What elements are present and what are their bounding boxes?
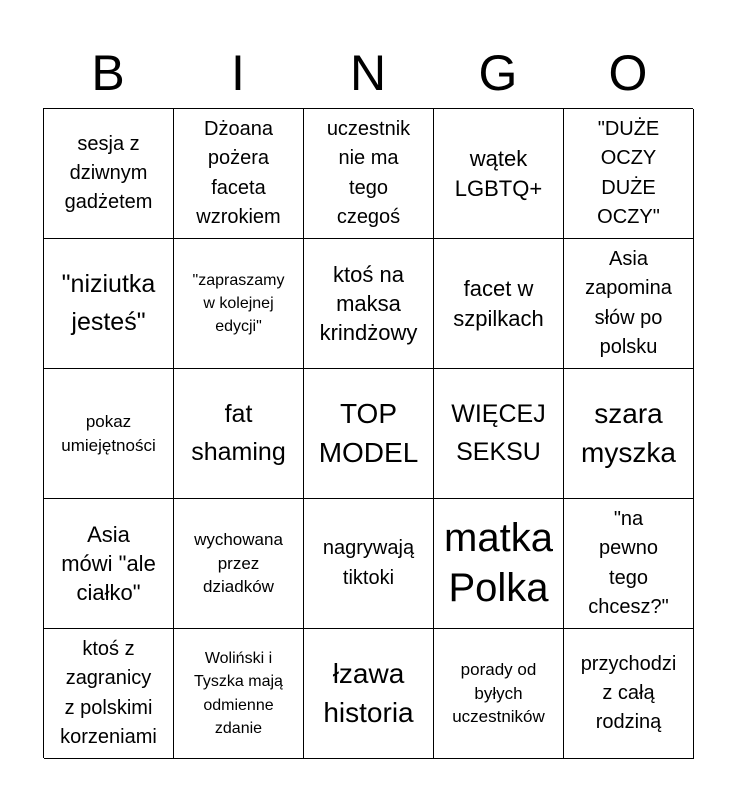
bingo-cell[interactable] [564,499,694,629]
bingo-cell[interactable] [304,629,434,759]
header-letter-o: O [608,45,648,101]
bingo-cell[interactable] [564,629,694,759]
cell-text: ktoś z zagranicy z polskimi korzeniami [60,638,157,748]
bingo-cell[interactable] [44,109,174,239]
header-letter-g: G [478,45,518,101]
bingo-cell[interactable] [174,239,304,369]
cell-text: TOP MODEL [318,398,419,468]
bingo-cell[interactable] [174,499,304,629]
cell-text: Dżoana pożera faceta wzrokiem [196,118,281,228]
bingo-cell[interactable] [44,629,174,759]
bingo-cell[interactable] [304,109,434,239]
cell-text: Asia mówi "ale ciałko" [61,521,156,606]
cell-text: wychowana przez dziadków [194,530,283,597]
bingo-cell[interactable] [434,109,564,239]
bingo-cell[interactable] [434,239,564,369]
bingo-cell[interactable] [44,499,174,629]
cell-text: "DUŻE OCZY DUŻE OCZY" [597,118,660,228]
cell-text: porady od byłych uczestników [452,660,545,727]
bingo-cell[interactable] [434,629,564,759]
cell-text: "zapraszamy w kolejnej edycji" [192,271,285,336]
bingo-cell[interactable] [434,499,564,629]
cell-text: facet w szpilkach [453,276,544,331]
header-letter-i: I [231,45,245,101]
cell-text: WIĘCEJ SEKSU [451,400,546,466]
cell-text: Woliński i Tyszka mają odmienne zdanie [194,650,283,737]
cell-text: uczestnik nie ma tego czegoś [326,118,411,228]
bingo-grid [43,108,693,758]
cell-text: "niziutka jesteś" [61,270,156,336]
cell-text: łzawa historia [323,658,414,728]
cell-text: nagrywają tiktoki [322,537,415,589]
bingo-cell[interactable] [564,109,694,239]
cell-text: wątek LGBTQ+ [454,146,543,201]
bingo-cell[interactable] [44,369,174,499]
cell-text: Asia zapomina słów po polsku [585,248,672,358]
cell-text: sesja z dziwnym gadżetem [64,132,153,214]
bingo-cell[interactable] [174,629,304,759]
cell-text: pokaz umiejętności [61,412,156,455]
cell-text: ktoś na maksa krindżowy [319,261,418,346]
header-letter-n: N [349,45,387,101]
cell-text: fat shaming [191,400,286,466]
bingo-cell[interactable] [434,369,564,499]
cell-text: przychodzi z całą rodziną [580,652,677,734]
cell-text: "na pewno tego chcesz?" [588,508,669,618]
bingo-cell[interactable] [304,369,434,499]
bingo-cell[interactable] [44,239,174,369]
header-letter-b: B [91,45,125,101]
cell-text: szara myszka [581,398,676,468]
bingo-cell[interactable] [564,239,694,369]
bingo-cell[interactable] [174,109,304,239]
bingo-cell[interactable] [304,499,434,629]
bingo-cell[interactable] [564,369,694,499]
bingo-cell[interactable] [304,239,434,369]
bingo-header [43,38,693,108]
bingo-cell[interactable] [174,369,304,499]
cell-text: matka Polka [444,516,553,610]
